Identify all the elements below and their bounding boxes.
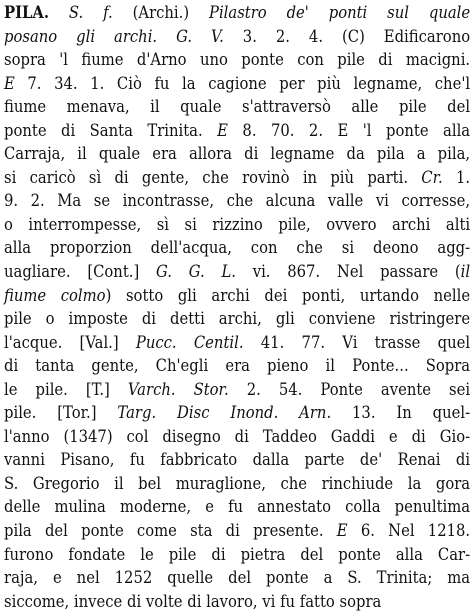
text-segment: o interrompesse, sì si rizzino pile, ovvero archi alti	[4, 214, 471, 235]
text-line	[4, 26, 470, 50]
text-segment: vanni Pisano, fu fabbricato dalla parte de' Renai di	[4, 450, 471, 471]
text-line	[4, 190, 470, 214]
text-segment: si caricò sì di gente, che rovinò in più parti.	[4, 167, 409, 188]
text-segment: ponte di Santa Trinita.	[4, 120, 203, 141]
italic-segment: posano gli archi.	[4, 26, 158, 47]
text-line	[4, 120, 470, 144]
text-segment: le pile. [T.]	[4, 379, 110, 400]
text-line	[4, 567, 470, 591]
text-segment: pile o imposte di detti archi, gli conviene ristringere	[4, 309, 471, 330]
text-line	[4, 237, 470, 261]
text-segment: furono fondate le pile di pietra del ponte alla Car-	[4, 544, 471, 565]
italic-segment: Varch. Stor.	[109, 379, 229, 400]
text-segment: fiume menava, il quale s'attraversò alle pile del	[4, 97, 471, 118]
text-line	[4, 214, 470, 238]
italic-segment: G. V.	[176, 26, 224, 47]
text-segment: 8. 70. 2. E 'l ponte alla	[227, 120, 471, 141]
text-line	[4, 496, 470, 520]
dictionary-entry	[4, 2, 470, 614]
text-segment: uagliare. [Cont.]	[4, 262, 140, 283]
italic-segment: G. G. L.	[139, 262, 236, 283]
headword: PILA.	[4, 3, 50, 23]
text-segment: ) sotto gli archi dei ponti, urtando nelle	[105, 285, 471, 306]
text-segment: delle mulina moderne, e fu annestato colla penultima	[4, 497, 471, 518]
text-line	[4, 73, 470, 97]
italic-segment: Cr.	[408, 167, 443, 188]
text-segment: 6. Nel 1218.	[347, 521, 471, 542]
text-segment: 3. 2. 4. (C) Edificarono	[223, 26, 471, 47]
italic-segment: fiume colmo	[4, 285, 106, 306]
italic-segment: Targ. Disc Inond. Arn.	[96, 403, 332, 424]
text-line	[4, 143, 470, 167]
text-line	[4, 355, 470, 379]
italic-segment: Pucc. Centil.	[118, 332, 244, 353]
text-line	[4, 379, 470, 403]
italic-segment: E	[202, 120, 228, 141]
text-segment: l'acque. [Val.]	[4, 332, 119, 353]
text-segment: di tanta gente, Ch'egli era pieno il Ponte... Sopra	[4, 356, 471, 377]
text-line	[4, 49, 470, 73]
text-segment: sopra 'l fiume d'Arno uno ponte con pile di macigni.	[4, 50, 471, 71]
text-segment: 7. 34. 1. Ciò fu la cagione per più legname, che'l	[14, 73, 471, 94]
italic-segment: il	[460, 262, 471, 283]
text-segment: siccome, invece di volte di lavoro, vi fu fatto sopra	[4, 591, 382, 612]
text-segment: vi. 867. Nel passare (	[235, 262, 461, 283]
text-segment	[49, 3, 69, 23]
text-line	[4, 449, 470, 473]
text-line	[4, 96, 470, 120]
italic-segment: E	[4, 73, 15, 94]
text-line	[4, 332, 470, 356]
text-line	[4, 544, 470, 568]
text-segment: (Archi.)	[112, 3, 210, 23]
italic-segment: E	[323, 521, 348, 542]
text-line	[4, 285, 470, 309]
text-segment: S. Gregorio il bel muraglione, che rinchiude la gora	[4, 473, 471, 494]
text-line	[4, 261, 470, 285]
text-segment	[157, 27, 176, 47]
entry-body	[4, 2, 470, 614]
text-line	[4, 402, 470, 426]
text-line	[4, 308, 470, 332]
text-segment: pile. [Tor.]	[4, 403, 97, 424]
text-segment: Carraja, il quale era allora di legname da pila a pila,	[4, 144, 471, 165]
text-line	[4, 520, 470, 544]
text-segment: 13. In quel-	[331, 403, 471, 424]
text-line	[4, 473, 470, 497]
italic-segment: S. f.	[68, 3, 113, 23]
text-segment: 2. 54. Ponte avente sei	[228, 379, 471, 400]
italic-segment: Pilastro de' ponti sul quale	[209, 3, 471, 23]
text-segment: raja, e nel 1252 quelle del ponte a S. Trinita; ma	[4, 568, 471, 589]
text-segment: l'anno (1347) col disegno di Taddeo Gaddi e di Gio-	[4, 426, 471, 447]
text-segment: 9. 2. Ma se incontrasse, che alcuna valle vi corresse,	[4, 191, 471, 212]
text-line	[4, 426, 470, 450]
text-segment: alla proporzion dell'acqua, con che si deono agg-	[4, 238, 471, 259]
text-segment: 41. 77. Vi trasse quel	[243, 332, 471, 353]
text-segment: pila del ponte come sta di presente.	[4, 521, 324, 542]
text-line	[4, 591, 470, 614]
text-segment: 1.	[442, 167, 471, 188]
text-line	[4, 167, 470, 191]
text-line	[4, 2, 470, 26]
